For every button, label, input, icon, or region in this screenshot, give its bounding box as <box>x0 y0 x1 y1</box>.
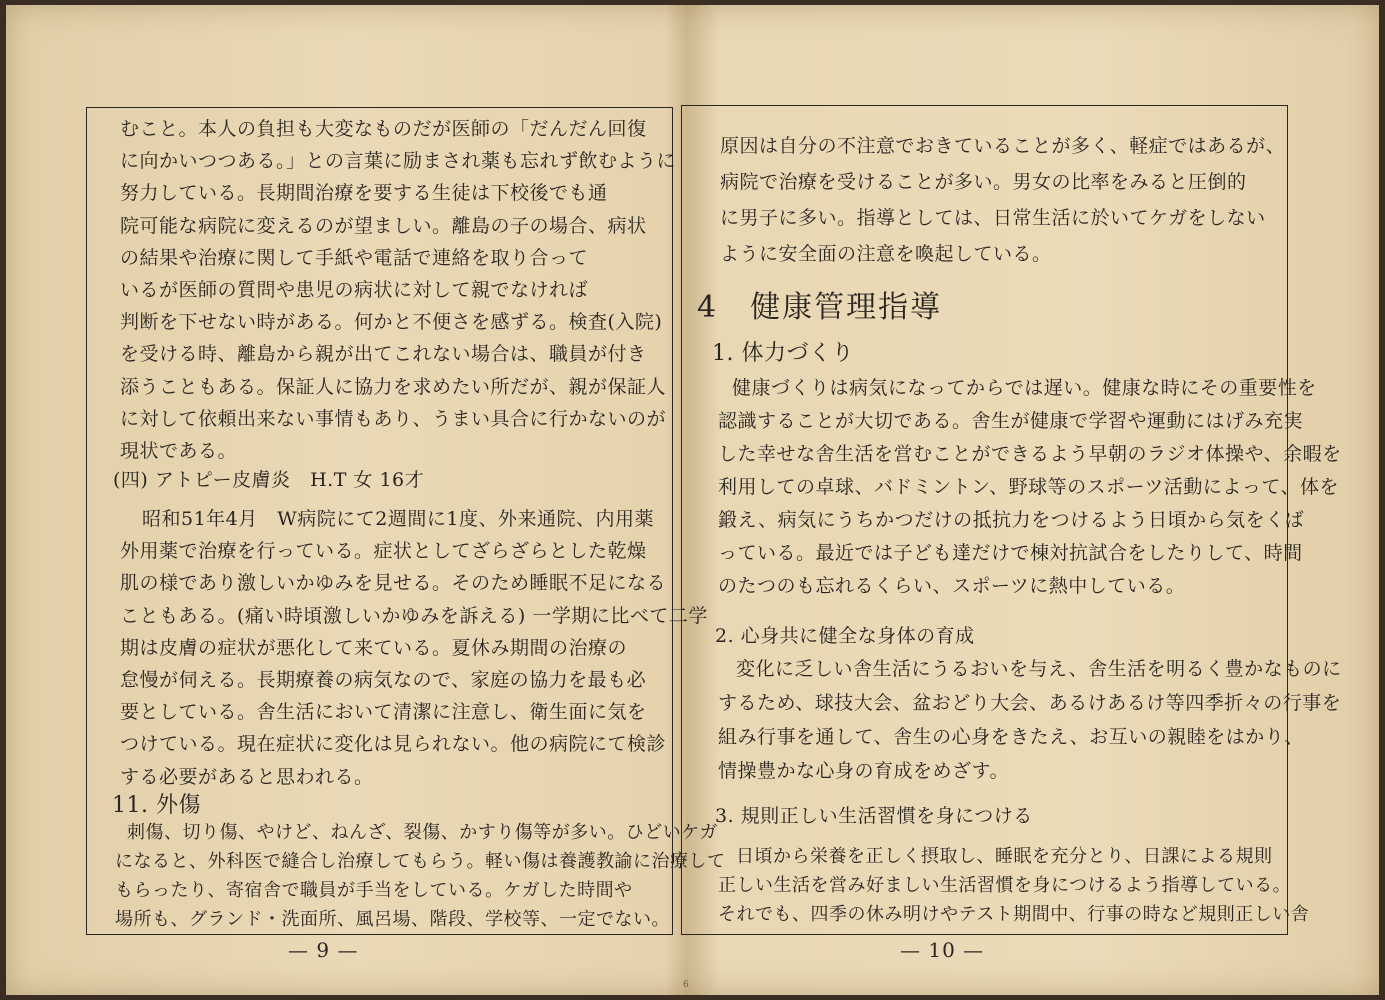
text-line: 院可能な病院に変えるのが望ましい。離島の子の場合、病状 <box>120 214 647 237</box>
text-line: 情操豊かな心身の育成をめざす。 <box>718 760 1009 782</box>
gutter-mark: 6 <box>683 980 689 990</box>
text-line: 肌の様であり激しいかゆみを見せる。そのため睡眠不足になる <box>120 572 667 595</box>
subsection-2-heading: 2. 心身共に健全な身体の育成 <box>715 625 975 647</box>
text-line: 期は皮膚の症状が悪化して来ている。夏休み期間の治療の <box>120 636 628 659</box>
text-line: に対して依頼出来ない事情もあり、うまい具合に行かないのが <box>120 407 667 430</box>
text-line: 努力している。長期間治療を要する生徒は下校後でも通 <box>120 182 608 205</box>
text-line: こともある。(痛い時頃激しいかゆみを訴える) 一学期に比べて二学 <box>120 604 708 627</box>
text-line: 変化に乏しい舎生活にうるおいを与え、舎生活を明るく豊かなものに <box>736 658 1342 680</box>
text-line: 怠慢が伺える。長期療養の病気なので、家庭の協力を最も必 <box>120 668 647 691</box>
text-line: した幸せな舎生活を営むことができるよう早朝のラジオ体操や、余暇を <box>718 443 1342 465</box>
subsection-1-heading: 1. 体力づくり <box>712 341 854 366</box>
text-line: するため、球技大会、盆おどり大会、あるけあるけ等四季折々の行事を <box>718 692 1342 714</box>
atopy-section-body <box>120 503 708 793</box>
text-line: 判断を下せない時がある。何かと不便さを感ずる。検査(入院) <box>120 311 663 334</box>
left-paragraph-1 <box>120 113 676 467</box>
subsection-3-heading: 3. 規則正しい生活習慣を身につける <box>715 805 1033 827</box>
text-line: 健康づくりは病気になってからでは遅い。健康な時にその重要性を <box>732 377 1317 399</box>
text-line: 現状である。 <box>120 439 238 462</box>
text-line: 正しい生活を営み好ましい生活習慣を身につけるよう指導している。 <box>718 875 1292 896</box>
text-line: のたつのも忘れるくらい、スポーツに熱中している。 <box>718 575 1186 597</box>
text-line: 利用しての卓球、バドミントン、野球等のスポーツ活動によって、体を <box>718 476 1339 498</box>
subsection-3-body <box>718 842 1309 929</box>
text-line: 日頃から栄養を正しく摂取し、睡眠を充分とり、日課による規則 <box>736 846 1273 867</box>
text-line: 場所も、グランド・洗面所、風呂場、階段、学校等、一定でない。 <box>115 909 670 930</box>
text-line: に向かいつつある。」との言葉に励まされ薬も忘れず飲むように <box>120 150 677 173</box>
text-line: 鍛え、病気にうちかつだけの抵抗力をつけるよう日頃から気をくば <box>718 509 1305 531</box>
text-line: する必要があると思われる。 <box>120 765 374 788</box>
text-line: 組み行事を通して、舎生の心身をきたえ、お互いの親睦をはかり、 <box>718 726 1304 748</box>
text-line: っている。最近では子ども達だけで棟対抗試合をしたりして、時間 <box>718 542 1303 564</box>
text-line: を受ける時、離島から親が出てこれない場合は、職員が付き <box>120 343 647 366</box>
text-line: 昭和51年4月 W病院にて2週間に1度、外来通院、内用薬 <box>142 508 654 530</box>
atopy-section-heading: (四) アトピー皮膚炎 H.T 女 16才 <box>113 469 425 491</box>
text-line: の結果や治療に関して手紙や電話で連絡を取り合って <box>120 246 589 269</box>
text-line: 外用薬で治療を行っている。症状としてざらざらとした乾燥 <box>120 540 647 563</box>
text-line: 要としている。舎生活において清潔に注意し、衛生面に気を <box>120 701 647 724</box>
text-line: むこと。本人の負担も大変なものだが医師の「だんだん回復 <box>120 118 647 140</box>
text-line: いるが医師の質問や患児の病状に対して親でなければ <box>120 278 589 301</box>
subsection-1-body <box>718 372 1342 603</box>
text-line: 認識することが大切である。舎生が健康で学習や運動にはげみ充実 <box>718 410 1304 432</box>
text-line: 原因は自分の不注意でおきていることが多く、軽症ではあるが、 <box>720 135 1286 157</box>
injury-heading: 11. 外傷 <box>112 793 201 818</box>
text-line: に男子に多い。指導としては、日常生活に於いてケガをしない <box>720 207 1266 229</box>
text-line: もらったり、寄宿舎で職員が手当をしている。ケガした時間や <box>115 880 633 901</box>
chapter-heading: 4 健康管理指導 <box>697 290 943 325</box>
text-line: それでも、四季の休み明けやテスト期間中、行事の時など規則正しい舎 <box>718 904 1310 925</box>
text-line: になると、外科医で縫合し治療してもらう。軽い傷は養護教諭に治療して <box>115 851 726 872</box>
text-line: つけている。現在症状に変化は見られない。他の病院にて検診 <box>120 733 667 756</box>
text-line: 病院で治療を受けることが多い。男女の比率をみると圧倒的 <box>720 171 1247 193</box>
text-line: 添うこともある。保証人に協力を求めたい所だが、親が保証人 <box>120 375 667 398</box>
text-line: ように安全面の注意を喚起している。 <box>720 243 1052 265</box>
subsection-2-body <box>718 652 1342 788</box>
injury-body <box>115 818 726 934</box>
left-page-number: — 9 — <box>288 938 359 962</box>
right-page-number: — 10 — <box>900 938 985 962</box>
right-paragraph-top <box>720 128 1285 272</box>
text-line: 刺傷、切り傷、やけど、ねんざ、裂傷、かすり傷等が多い。ひどいケガ <box>127 822 718 843</box>
